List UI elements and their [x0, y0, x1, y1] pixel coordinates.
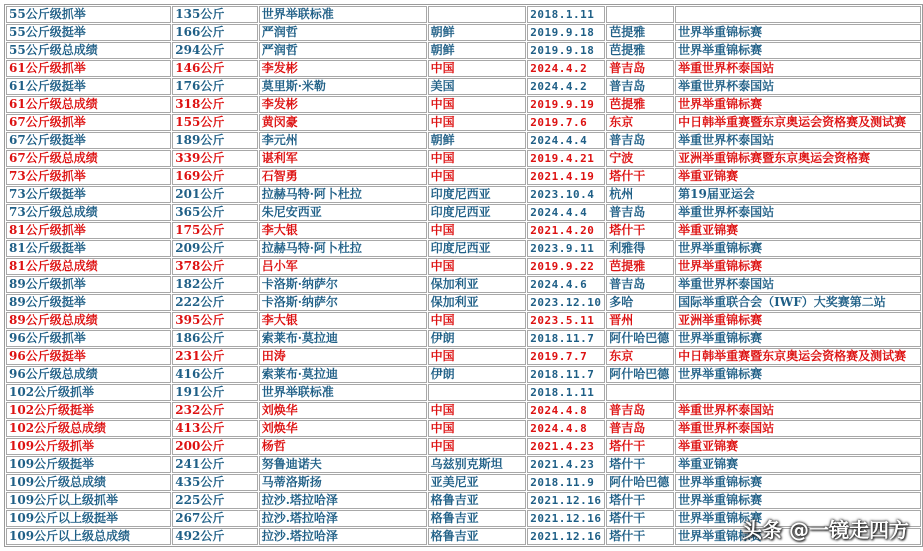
date-cell: 2021.12.16 — [527, 528, 605, 545]
date-cell: 2019.9.22 — [527, 258, 605, 275]
country-cell — [428, 6, 527, 23]
weight-cell: 492公斤 — [172, 528, 257, 545]
date-cell: 2024.4.2 — [527, 60, 605, 77]
category-cell: 102公斤级抓举 — [6, 384, 171, 401]
records-table-body — [6, 6, 921, 545]
athlete-cell: 谌利军 — [259, 150, 427, 167]
athlete-cell: 黄闵豪 — [259, 114, 427, 131]
date-cell: 2018.11.7 — [527, 366, 605, 383]
location-cell: 普吉岛 — [606, 276, 674, 293]
weight-cell: 318公斤 — [172, 96, 257, 113]
table-row — [6, 6, 921, 23]
weight-cell: 378公斤 — [172, 258, 257, 275]
table-row — [6, 96, 921, 113]
weight-cell: 222公斤 — [172, 294, 257, 311]
location-cell: 阿什哈巴德 — [606, 330, 674, 347]
watermark: 头条 @一镜走四方 — [742, 518, 909, 542]
event-cell: 中日韩举重赛暨东京奥运会资格赛及测试赛 — [675, 348, 921, 365]
category-cell: 89公斤级挺举 — [6, 294, 171, 311]
category-cell: 96公斤级总成绩 — [6, 366, 171, 383]
event-cell: 举重世界杯泰国站 — [675, 132, 921, 149]
athlete-cell: 李发彬 — [259, 96, 427, 113]
date-cell: 2018.1.11 — [527, 384, 605, 401]
location-cell — [606, 6, 674, 23]
athlete-cell: 世界举联标准 — [259, 384, 427, 401]
category-cell: 89公斤级抓举 — [6, 276, 171, 293]
table-row — [6, 132, 921, 149]
athlete-cell: 拉赫马特·阿卜杜拉 — [259, 240, 427, 257]
athlete-cell: 石智勇 — [259, 168, 427, 185]
country-cell: 中国 — [428, 114, 527, 131]
athlete-cell: 马蒂洛斯扬 — [259, 474, 427, 491]
event-cell: 举重世界杯泰国站 — [675, 60, 921, 77]
location-cell: 塔什干 — [606, 528, 674, 545]
date-cell: 2023.9.11 — [527, 240, 605, 257]
athlete-cell: 拉沙.塔拉哈泽 — [259, 510, 427, 527]
event-cell: 世界举重锦标赛 — [675, 510, 921, 527]
weight-cell: 182公斤 — [172, 276, 257, 293]
location-cell: 芭提雅 — [606, 258, 674, 275]
date-cell: 2023.5.11 — [527, 312, 605, 329]
weight-cell: 365公斤 — [172, 204, 257, 221]
location-cell: 阿什哈巴德 — [606, 366, 674, 383]
table-row — [6, 474, 921, 491]
location-cell: 利雅得 — [606, 240, 674, 257]
weight-cell: 175公斤 — [172, 222, 257, 239]
athlete-cell: 李发彬 — [259, 60, 427, 77]
athlete-cell: 索莱布·莫拉迪 — [259, 366, 427, 383]
event-cell: 亚洲举重锦标赛暨东京奥运会资格赛 — [675, 150, 921, 167]
athlete-cell: 卡洛斯·纳萨尔 — [259, 276, 427, 293]
date-cell: 2024.4.4 — [527, 204, 605, 221]
date-cell: 2019.7.7 — [527, 348, 605, 365]
event-cell: 世界举重锦标赛 — [675, 528, 921, 545]
table-row — [6, 294, 921, 311]
event-cell: 举重亚锦赛 — [675, 168, 921, 185]
country-cell: 保加利亚 — [428, 294, 527, 311]
event-cell: 世界举重锦标赛 — [675, 24, 921, 41]
location-cell: 杭州 — [606, 186, 674, 203]
event-cell: 世界举重锦标赛 — [675, 258, 921, 275]
records-table-container — [4, 4, 923, 547]
country-cell: 乌兹别克斯坦 — [428, 456, 527, 473]
country-cell: 伊朗 — [428, 366, 527, 383]
weight-cell: 209公斤 — [172, 240, 257, 257]
category-cell: 61公斤级抓举 — [6, 60, 171, 77]
table-row — [6, 492, 921, 509]
category-cell: 67公斤级挺举 — [6, 132, 171, 149]
location-cell: 塔什干 — [606, 456, 674, 473]
location-cell: 普吉岛 — [606, 420, 674, 437]
location-cell: 塔什干 — [606, 168, 674, 185]
category-cell: 109公斤级总成绩 — [6, 474, 171, 491]
weight-cell: 416公斤 — [172, 366, 257, 383]
country-cell: 中国 — [428, 150, 527, 167]
athlete-cell: 世界举联标准 — [259, 6, 427, 23]
country-cell: 格鲁吉亚 — [428, 510, 527, 527]
weight-cell: 201公斤 — [172, 186, 257, 203]
country-cell: 印度尼西亚 — [428, 204, 527, 221]
event-cell: 世界举重锦标赛 — [675, 330, 921, 347]
weight-cell: 189公斤 — [172, 132, 257, 149]
date-cell: 2023.12.10 — [527, 294, 605, 311]
athlete-cell: 吕小军 — [259, 258, 427, 275]
event-cell: 世界举重锦标赛 — [675, 366, 921, 383]
country-cell: 印度尼西亚 — [428, 240, 527, 257]
location-cell: 晋州 — [606, 312, 674, 329]
category-cell: 61公斤级挺举 — [6, 78, 171, 95]
event-cell: 中日韩举重赛暨东京奥运会资格赛及测试赛 — [675, 114, 921, 131]
date-cell: 2019.9.18 — [527, 42, 605, 59]
location-cell: 塔什干 — [606, 222, 674, 239]
category-cell: 109公斤以上级抓举 — [6, 492, 171, 509]
event-cell: 举重世界杯泰国站 — [675, 420, 921, 437]
date-cell: 2024.4.8 — [527, 420, 605, 437]
date-cell: 2019.7.6 — [527, 114, 605, 131]
table-row — [6, 150, 921, 167]
table-row — [6, 402, 921, 419]
event-cell: 世界举重锦标赛 — [675, 240, 921, 257]
athlete-cell: 拉沙.塔拉哈泽 — [259, 492, 427, 509]
country-cell: 朝鲜 — [428, 42, 527, 59]
event-cell: 举重世界杯泰国站 — [675, 276, 921, 293]
athlete-cell: 李元州 — [259, 132, 427, 149]
category-cell: 102公斤级挺举 — [6, 402, 171, 419]
weight-cell: 186公斤 — [172, 330, 257, 347]
table-row — [6, 276, 921, 293]
location-cell: 芭提雅 — [606, 24, 674, 41]
table-row — [6, 384, 921, 401]
location-cell: 普吉岛 — [606, 60, 674, 77]
athlete-cell: 杨哲 — [259, 438, 427, 455]
date-cell: 2021.4.23 — [527, 456, 605, 473]
table-row — [6, 348, 921, 365]
weight-cell: 435公斤 — [172, 474, 257, 491]
athlete-cell: 李大银 — [259, 312, 427, 329]
location-cell: 芭提雅 — [606, 96, 674, 113]
date-cell: 2021.4.20 — [527, 222, 605, 239]
country-cell: 美国 — [428, 78, 527, 95]
date-cell: 2024.4.8 — [527, 402, 605, 419]
athlete-cell: 拉赫马特·阿卜杜拉 — [259, 186, 427, 203]
country-cell: 伊朗 — [428, 330, 527, 347]
country-cell: 中国 — [428, 168, 527, 185]
location-cell — [606, 384, 674, 401]
weight-cell: 166公斤 — [172, 24, 257, 41]
country-cell: 印度尼西亚 — [428, 186, 527, 203]
weight-cell: 191公斤 — [172, 384, 257, 401]
weight-cell: 225公斤 — [172, 492, 257, 509]
category-cell: 55公斤级总成绩 — [6, 42, 171, 59]
date-cell: 2021.4.23 — [527, 438, 605, 455]
weight-cell: 232公斤 — [172, 402, 257, 419]
event-cell — [675, 6, 921, 23]
event-cell: 亚洲举重锦标赛 — [675, 312, 921, 329]
date-cell: 2019.9.18 — [527, 24, 605, 41]
country-cell: 亚美尼亚 — [428, 474, 527, 491]
country-cell: 朝鲜 — [428, 132, 527, 149]
country-cell: 中国 — [428, 312, 527, 329]
table-row — [6, 42, 921, 59]
table-row — [6, 258, 921, 275]
location-cell: 普吉岛 — [606, 204, 674, 221]
athlete-cell: 努鲁迪诺夫 — [259, 456, 427, 473]
weight-cell: 267公斤 — [172, 510, 257, 527]
athlete-cell: 严润哲 — [259, 42, 427, 59]
category-cell: 109公斤以上级总成绩 — [6, 528, 171, 545]
country-cell — [428, 384, 527, 401]
weight-cell: 339公斤 — [172, 150, 257, 167]
category-cell: 67公斤级总成绩 — [6, 150, 171, 167]
weight-cell: 200公斤 — [172, 438, 257, 455]
athlete-cell: 莫里斯·米勒 — [259, 78, 427, 95]
country-cell: 保加利亚 — [428, 276, 527, 293]
table-row — [6, 330, 921, 347]
category-cell: 61公斤级总成绩 — [6, 96, 171, 113]
weight-cell: 176公斤 — [172, 78, 257, 95]
category-cell: 81公斤级总成绩 — [6, 258, 171, 275]
category-cell: 81公斤级挺举 — [6, 240, 171, 257]
category-cell: 89公斤级总成绩 — [6, 312, 171, 329]
world-records-table — [4, 4, 923, 547]
athlete-cell: 李大银 — [259, 222, 427, 239]
category-cell: 73公斤级抓举 — [6, 168, 171, 185]
category-cell: 55公斤级挺举 — [6, 24, 171, 41]
category-cell: 96公斤级挺举 — [6, 348, 171, 365]
date-cell: 2019.9.19 — [527, 96, 605, 113]
date-cell: 2019.4.21 — [527, 150, 605, 167]
country-cell: 朝鲜 — [428, 24, 527, 41]
event-cell: 第19届亚运会 — [675, 186, 921, 203]
category-cell: 109公斤以上级挺举 — [6, 510, 171, 527]
weight-cell: 135公斤 — [172, 6, 257, 23]
table-row — [6, 420, 921, 437]
athlete-cell: 刘焕华 — [259, 402, 427, 419]
country-cell: 中国 — [428, 348, 527, 365]
table-row — [6, 366, 921, 383]
category-cell: 109公斤级挺举 — [6, 456, 171, 473]
athlete-cell: 田涛 — [259, 348, 427, 365]
event-cell: 举重世界杯泰国站 — [675, 402, 921, 419]
table-row — [6, 240, 921, 257]
country-cell: 中国 — [428, 438, 527, 455]
country-cell: 中国 — [428, 96, 527, 113]
weight-cell: 413公斤 — [172, 420, 257, 437]
category-cell: 96公斤级抓举 — [6, 330, 171, 347]
location-cell: 普吉岛 — [606, 132, 674, 149]
country-cell: 格鲁吉亚 — [428, 492, 527, 509]
weight-cell: 294公斤 — [172, 42, 257, 59]
athlete-cell: 严润哲 — [259, 24, 427, 41]
event-cell: 世界举重锦标赛 — [675, 492, 921, 509]
weight-cell: 241公斤 — [172, 456, 257, 473]
date-cell: 2018.11.7 — [527, 330, 605, 347]
location-cell: 阿什哈巴德 — [606, 474, 674, 491]
location-cell: 多哈 — [606, 294, 674, 311]
location-cell: 普吉岛 — [606, 402, 674, 419]
date-cell: 2021.12.16 — [527, 492, 605, 509]
category-cell: 73公斤级总成绩 — [6, 204, 171, 221]
weight-cell: 169公斤 — [172, 168, 257, 185]
table-row — [6, 186, 921, 203]
date-cell: 2024.4.4 — [527, 132, 605, 149]
athlete-cell: 卡洛斯·纳萨尔 — [259, 294, 427, 311]
date-cell: 2021.12.16 — [527, 510, 605, 527]
category-cell: 73公斤级挺举 — [6, 186, 171, 203]
athlete-cell: 朱尼安西亚 — [259, 204, 427, 221]
category-cell: 102公斤级总成绩 — [6, 420, 171, 437]
table-row — [6, 78, 921, 95]
table-row — [6, 438, 921, 455]
event-cell: 举重世界杯泰国站 — [675, 78, 921, 95]
date-cell: 2018.1.11 — [527, 6, 605, 23]
athlete-cell: 索莱布·莫拉迪 — [259, 330, 427, 347]
category-cell: 55公斤级抓举 — [6, 6, 171, 23]
table-row — [6, 168, 921, 185]
table-row — [6, 204, 921, 221]
event-cell: 举重亚锦赛 — [675, 222, 921, 239]
athlete-cell: 刘焕华 — [259, 420, 427, 437]
location-cell: 普吉岛 — [606, 78, 674, 95]
location-cell: 东京 — [606, 114, 674, 131]
table-row — [6, 114, 921, 131]
table-row — [6, 24, 921, 41]
date-cell: 2023.10.4 — [527, 186, 605, 203]
country-cell: 中国 — [428, 420, 527, 437]
location-cell: 宁波 — [606, 150, 674, 167]
country-cell: 中国 — [428, 222, 527, 239]
table-row — [6, 60, 921, 77]
table-row — [6, 312, 921, 329]
category-cell: 67公斤级抓举 — [6, 114, 171, 131]
location-cell: 芭提雅 — [606, 42, 674, 59]
event-cell: 世界举重锦标赛 — [675, 42, 921, 59]
weight-cell: 146公斤 — [172, 60, 257, 77]
event-cell — [675, 384, 921, 401]
location-cell: 塔什干 — [606, 492, 674, 509]
event-cell: 国际举重联合会（IWF）大奖赛第二站 — [675, 294, 921, 311]
date-cell: 2021.4.19 — [527, 168, 605, 185]
country-cell: 中国 — [428, 402, 527, 419]
athlete-cell: 拉沙.塔拉哈泽 — [259, 528, 427, 545]
country-cell: 格鲁吉亚 — [428, 528, 527, 545]
location-cell: 东京 — [606, 348, 674, 365]
event-cell: 举重世界杯泰国站 — [675, 204, 921, 221]
event-cell: 世界举重锦标赛 — [675, 96, 921, 113]
weight-cell: 231公斤 — [172, 348, 257, 365]
weight-cell: 395公斤 — [172, 312, 257, 329]
table-row — [6, 222, 921, 239]
event-cell: 举重亚锦赛 — [675, 456, 921, 473]
country-cell: 中国 — [428, 258, 527, 275]
event-cell: 世界举重锦标赛 — [675, 474, 921, 491]
weight-cell: 155公斤 — [172, 114, 257, 131]
date-cell: 2024.4.2 — [527, 78, 605, 95]
location-cell: 塔什干 — [606, 438, 674, 455]
date-cell: 2018.11.9 — [527, 474, 605, 491]
location-cell: 塔什干 — [606, 510, 674, 527]
table-row — [6, 456, 921, 473]
category-cell: 109公斤级抓举 — [6, 438, 171, 455]
category-cell: 81公斤级抓举 — [6, 222, 171, 239]
country-cell: 中国 — [428, 60, 527, 77]
date-cell: 2024.4.6 — [527, 276, 605, 293]
event-cell: 举重亚锦赛 — [675, 438, 921, 455]
